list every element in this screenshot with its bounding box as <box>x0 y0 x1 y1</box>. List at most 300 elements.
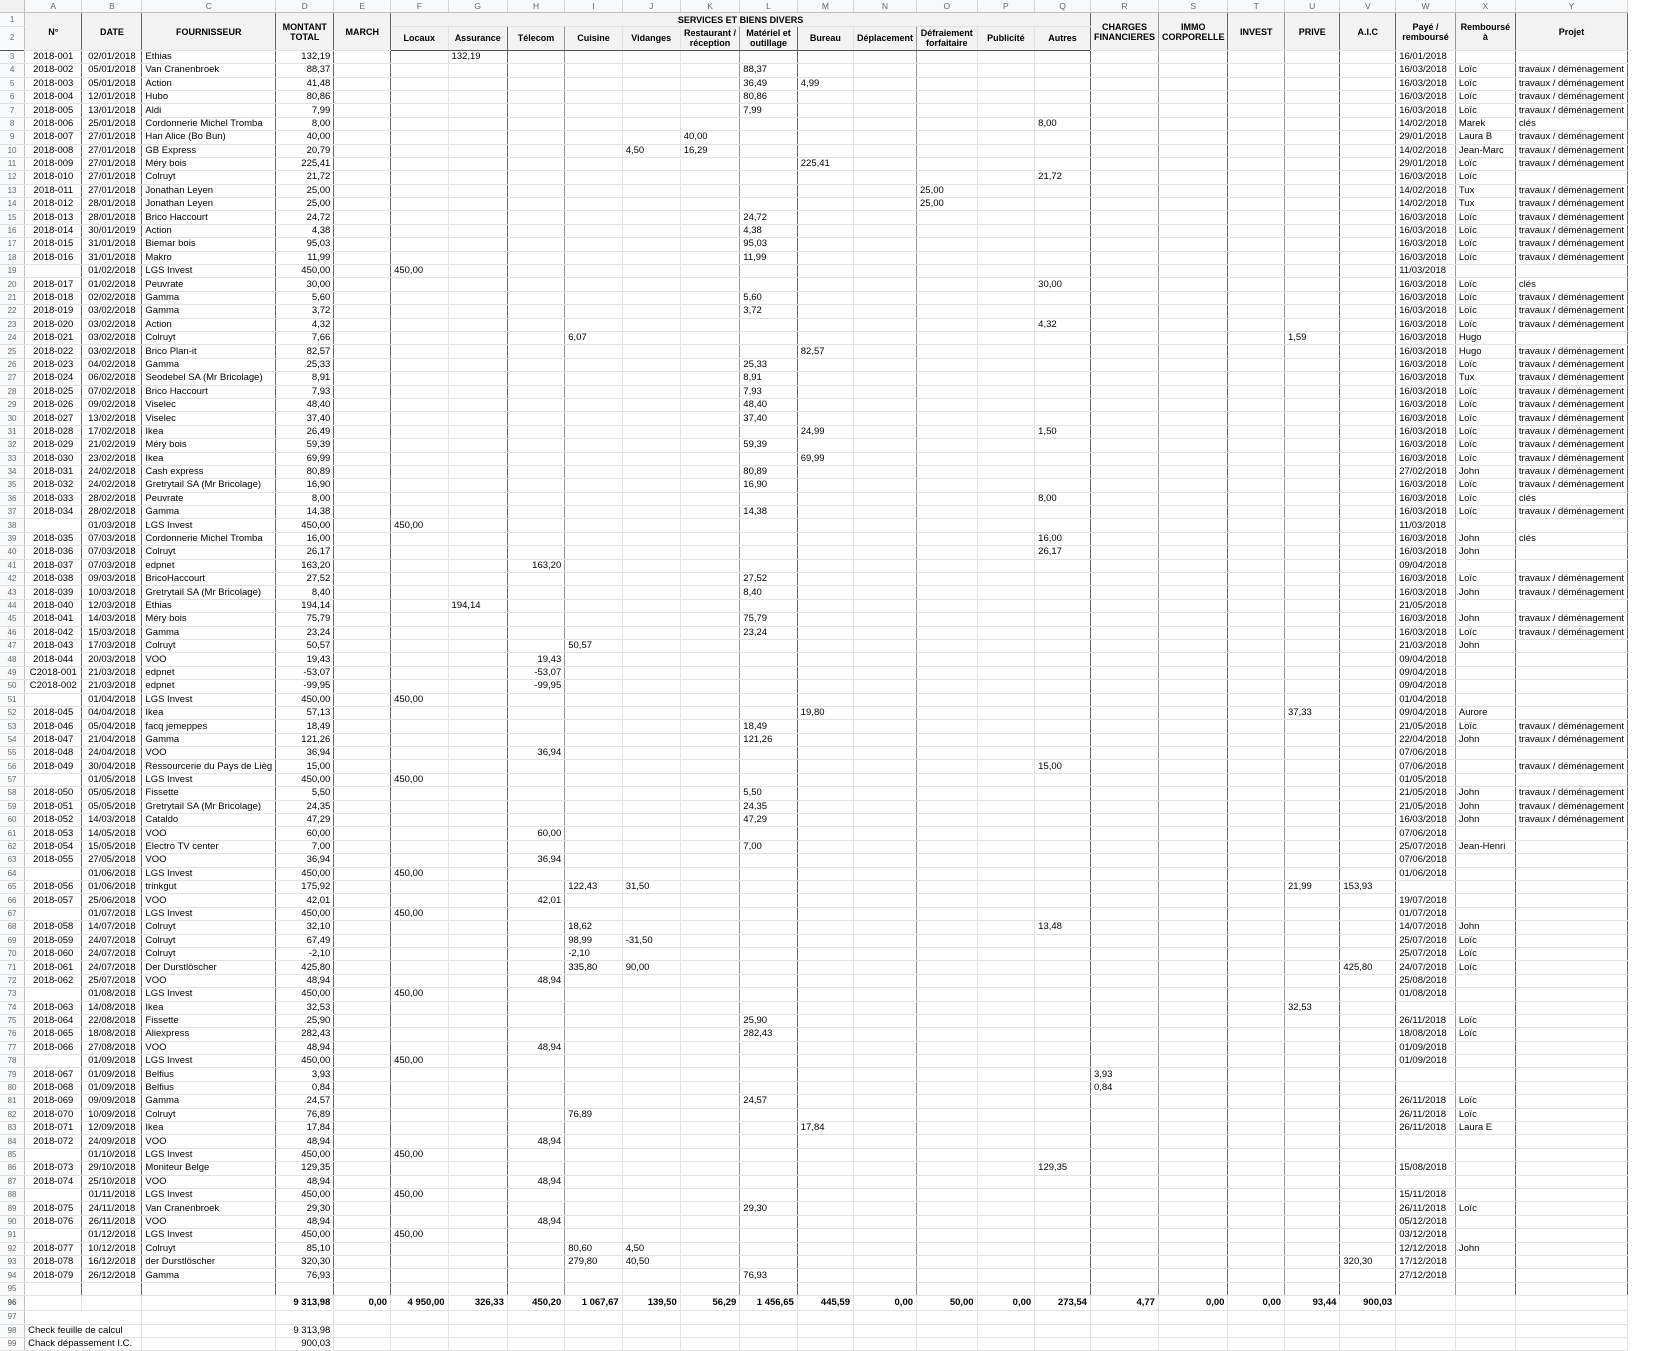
cell-i[interactable] <box>565 1001 622 1014</box>
cell-f[interactable] <box>391 1269 448 1282</box>
cell-y[interactable]: travaux / déménagement <box>1515 465 1627 478</box>
cell-t[interactable] <box>1228 1269 1285 1282</box>
row-header[interactable]: 66 <box>0 894 25 907</box>
cell-n[interactable] <box>853 1095 916 1108</box>
cell-i[interactable] <box>565 599 622 612</box>
cell-e[interactable] <box>334 760 391 773</box>
cell-y[interactable]: clés <box>1515 117 1627 130</box>
cell-u[interactable] <box>1285 305 1340 318</box>
cell-r[interactable] <box>1090 465 1158 478</box>
cell-d[interactable]: 82,57 <box>276 345 334 358</box>
cell-p[interactable] <box>977 479 1035 492</box>
cell-a[interactable]: 2018-032 <box>25 479 82 492</box>
cell-y[interactable] <box>1515 1311 1627 1324</box>
cell-q[interactable] <box>1035 559 1091 572</box>
cell-h[interactable] <box>507 465 564 478</box>
cell-n[interactable] <box>853 626 916 639</box>
cell-q[interactable] <box>1035 506 1091 519</box>
cell-c[interactable]: BricoHaccourt <box>142 573 276 586</box>
cell-a[interactable]: 2018-063 <box>25 1001 82 1014</box>
cell-x[interactable] <box>1455 1135 1515 1148</box>
cell-q[interactable] <box>1035 265 1091 278</box>
cell-b[interactable]: 01/05/2018 <box>82 773 142 786</box>
cell-s[interactable] <box>1158 1242 1228 1255</box>
cell-u[interactable] <box>1285 251 1340 264</box>
cell-r[interactable] <box>1090 961 1158 974</box>
cell-x[interactable]: Loïc <box>1455 318 1515 331</box>
cell-l[interactable] <box>740 961 797 974</box>
cell-f[interactable] <box>391 1135 448 1148</box>
cell-i[interactable] <box>565 1311 622 1324</box>
cell-n[interactable] <box>853 546 916 559</box>
cell-n[interactable] <box>853 1028 916 1041</box>
cell-s[interactable] <box>1158 733 1228 746</box>
cell-f[interactable] <box>391 760 448 773</box>
cell-q[interactable] <box>1035 358 1091 371</box>
cell-a[interactable]: 2018-077 <box>25 1242 82 1255</box>
cell-a[interactable]: 2018-048 <box>25 747 82 760</box>
cell-j[interactable] <box>622 787 680 800</box>
cell-l[interactable] <box>740 706 797 719</box>
cell-a[interactable]: 2018-047 <box>25 733 82 746</box>
cell-o[interactable] <box>917 720 978 733</box>
cell-c[interactable]: LGS Invest <box>142 519 276 532</box>
cell-f[interactable] <box>391 398 448 411</box>
cell-s[interactable] <box>1158 1269 1228 1282</box>
cell-j[interactable] <box>622 131 680 144</box>
cell-j[interactable] <box>622 331 680 344</box>
cell-n[interactable] <box>853 318 916 331</box>
cell-m[interactable] <box>797 398 853 411</box>
cell-s[interactable] <box>1158 947 1228 960</box>
cell-l[interactable]: 5,60 <box>740 291 797 304</box>
cell-l[interactable] <box>740 653 797 666</box>
cell-f[interactable] <box>391 639 448 652</box>
cell-m[interactable] <box>797 492 853 505</box>
cell-s[interactable] <box>1158 492 1228 505</box>
cell-t[interactable] <box>1228 1148 1285 1161</box>
cell-v[interactable] <box>1340 974 1396 987</box>
row-header[interactable]: 25 <box>0 345 25 358</box>
cell-e[interactable] <box>334 1108 391 1121</box>
cell-r[interactable] <box>1090 586 1158 599</box>
row-header[interactable]: 45 <box>0 613 25 626</box>
cell-f[interactable] <box>391 157 448 170</box>
cell-e[interactable] <box>334 613 391 626</box>
cell-t[interactable] <box>1228 492 1285 505</box>
cell-w[interactable]: 16/03/2018 <box>1396 573 1456 586</box>
cell-w[interactable] <box>1396 1311 1456 1324</box>
cell-i[interactable] <box>565 211 622 224</box>
cell-y[interactable] <box>1515 1337 1627 1350</box>
cell-i[interactable]: 6,07 <box>565 331 622 344</box>
cell-x[interactable]: Loïc <box>1455 425 1515 438</box>
cell-o[interactable] <box>917 1028 978 1041</box>
cell-e[interactable] <box>334 773 391 786</box>
cell-u[interactable] <box>1285 1269 1340 1282</box>
cell-f[interactable]: 450,00 <box>391 867 448 880</box>
cell-l[interactable] <box>740 278 797 291</box>
cell-n[interactable] <box>853 1188 916 1201</box>
cell-y[interactable]: travaux / déménagement <box>1515 385 1627 398</box>
cell-t[interactable] <box>1228 840 1285 853</box>
cell-f[interactable] <box>391 840 448 853</box>
cell-b[interactable]: 28/01/2018 <box>82 198 142 211</box>
cell-n[interactable] <box>853 680 916 693</box>
cell-h[interactable]: 19,43 <box>507 653 564 666</box>
row-header[interactable]: 94 <box>0 1269 25 1282</box>
cell-p[interactable] <box>977 733 1035 746</box>
cell-u[interactable] <box>1285 639 1340 652</box>
cell-a[interactable] <box>25 519 82 532</box>
cell-w[interactable]: 16/03/2018 <box>1396 532 1456 545</box>
row-header[interactable]: 46 <box>0 626 25 639</box>
cell-j[interactable] <box>622 345 680 358</box>
cell-h[interactable] <box>507 291 564 304</box>
cell-u[interactable] <box>1285 1324 1340 1337</box>
cell-i[interactable] <box>565 1081 622 1094</box>
cell-y[interactable] <box>1515 840 1627 853</box>
cell-q[interactable] <box>1035 1055 1091 1068</box>
cell-y[interactable] <box>1515 1028 1627 1041</box>
cell-s[interactable] <box>1158 1001 1228 1014</box>
row-header[interactable]: 18 <box>0 251 25 264</box>
cell-e[interactable] <box>334 1324 391 1337</box>
cell-o[interactable] <box>917 398 978 411</box>
cell-k[interactable] <box>680 1202 740 1215</box>
cell-h[interactable] <box>507 720 564 733</box>
cell-v[interactable] <box>1340 720 1396 733</box>
cell-u[interactable] <box>1285 1162 1340 1175</box>
cell-p[interactable] <box>977 1041 1035 1054</box>
cell-p[interactable] <box>977 532 1035 545</box>
cell-k[interactable] <box>680 653 740 666</box>
cell-n[interactable] <box>853 573 916 586</box>
cell-k[interactable] <box>680 626 740 639</box>
cell-i[interactable] <box>565 318 622 331</box>
cell-b[interactable]: 24/02/2018 <box>82 465 142 478</box>
cell-o[interactable] <box>917 64 978 77</box>
cell-w[interactable]: 16/03/2018 <box>1396 224 1456 237</box>
cell-h[interactable] <box>507 1202 564 1215</box>
cell-w[interactable] <box>1396 1068 1456 1081</box>
cell-a[interactable]: 2018-036 <box>25 546 82 559</box>
cell-l[interactable] <box>740 425 797 438</box>
cell-u[interactable] <box>1285 1055 1340 1068</box>
cell-v[interactable] <box>1340 613 1396 626</box>
cell-p[interactable] <box>977 506 1035 519</box>
cell-m[interactable] <box>797 720 853 733</box>
cell-c[interactable]: Belfius <box>142 1068 276 1081</box>
cell-h[interactable]: 48,94 <box>507 1041 564 1054</box>
cell-v[interactable] <box>1340 1001 1396 1014</box>
cell-r[interactable] <box>1090 198 1158 211</box>
cell-j[interactable] <box>622 117 680 130</box>
cell-y[interactable] <box>1515 974 1627 987</box>
cell-y[interactable]: travaux / déménagement <box>1515 573 1627 586</box>
cell-u[interactable] <box>1285 867 1340 880</box>
cell-m[interactable] <box>797 171 853 184</box>
cell-t[interactable] <box>1228 305 1285 318</box>
cell-x[interactable]: Jean-Henri <box>1455 840 1515 853</box>
cell-v[interactable] <box>1340 546 1396 559</box>
cell-x[interactable] <box>1455 50 1515 63</box>
cell-x[interactable] <box>1455 854 1515 867</box>
cell-x[interactable]: Jean-Marc <box>1455 144 1515 157</box>
cell-m[interactable] <box>797 1041 853 1054</box>
cell-b[interactable]: 14/07/2018 <box>82 921 142 934</box>
cell-h[interactable] <box>507 64 564 77</box>
total-a[interactable] <box>25 1296 82 1311</box>
row-header[interactable]: 31 <box>0 425 25 438</box>
column-header-j[interactable]: J <box>622 0 680 13</box>
cell-d[interactable]: 40,00 <box>276 131 334 144</box>
cell-w[interactable]: 16/03/2018 <box>1396 211 1456 224</box>
cell-v[interactable] <box>1340 1337 1396 1350</box>
cell-y[interactable] <box>1515 1242 1627 1255</box>
cell-g[interactable] <box>448 412 507 425</box>
cell-g[interactable] <box>448 64 507 77</box>
cell-q[interactable]: 16,00 <box>1035 532 1091 545</box>
cell-r[interactable] <box>1090 733 1158 746</box>
cell-n[interactable] <box>853 1175 916 1188</box>
cell-s[interactable] <box>1158 546 1228 559</box>
cell-v[interactable] <box>1340 1215 1396 1228</box>
row-header[interactable]: 41 <box>0 559 25 572</box>
cell-c[interactable]: Makro <box>142 251 276 264</box>
cell-v[interactable] <box>1340 934 1396 947</box>
cell-f[interactable] <box>391 452 448 465</box>
cell-c[interactable]: Ressourcerie du Pays de Lièg <box>142 760 276 773</box>
cell-g[interactable] <box>448 1175 507 1188</box>
cell-p[interactable] <box>977 1255 1035 1268</box>
cell-n[interactable] <box>853 1242 916 1255</box>
cell-y[interactable] <box>1515 988 1627 1001</box>
cell-w[interactable]: 12/12/2018 <box>1396 1242 1456 1255</box>
cell-f[interactable] <box>391 599 448 612</box>
cell-y[interactable] <box>1515 773 1627 786</box>
cell-c[interactable]: Van Cranenbroek <box>142 1202 276 1215</box>
cell-v[interactable] <box>1340 479 1396 492</box>
cell-y[interactable] <box>1515 50 1627 63</box>
cell-d[interactable]: 23,24 <box>276 626 334 639</box>
cell-h[interactable] <box>507 532 564 545</box>
cell-x[interactable]: Tux <box>1455 198 1515 211</box>
cell-b[interactable]: 21/02/2019 <box>82 439 142 452</box>
row-header[interactable]: 22 <box>0 305 25 318</box>
cell-k[interactable] <box>680 318 740 331</box>
cell-i[interactable] <box>565 1324 622 1337</box>
cell-q[interactable] <box>1035 800 1091 813</box>
cell-h[interactable]: -99,95 <box>507 680 564 693</box>
row-header[interactable]: 40 <box>0 546 25 559</box>
cell-k[interactable] <box>680 747 740 760</box>
cell-h[interactable] <box>507 773 564 786</box>
cell-y[interactable]: clés <box>1515 492 1627 505</box>
cell-s[interactable] <box>1158 1028 1228 1041</box>
cell-q[interactable] <box>1035 184 1091 197</box>
cell-w[interactable] <box>1396 1324 1456 1337</box>
cell-c[interactable]: VOO <box>142 653 276 666</box>
cell-m[interactable] <box>797 372 853 385</box>
cell-t[interactable] <box>1228 1242 1285 1255</box>
cell-b[interactable]: 13/01/2018 <box>82 104 142 117</box>
cell-e[interactable] <box>334 345 391 358</box>
cell-e[interactable] <box>334 1242 391 1255</box>
cell-m[interactable] <box>797 1095 853 1108</box>
cell-q[interactable] <box>1035 77 1091 90</box>
cell-h[interactable] <box>507 117 564 130</box>
cell-p[interactable] <box>977 171 1035 184</box>
column-title-k[interactable]: Restaurant / réception <box>680 26 740 50</box>
cell-d[interactable]: 15,00 <box>276 760 334 773</box>
cell-e[interactable] <box>334 747 391 760</box>
cell-b[interactable]: 12/01/2018 <box>82 90 142 103</box>
cell-b[interactable]: 15/05/2018 <box>82 840 142 853</box>
cell-h[interactable] <box>507 1122 564 1135</box>
cell-t[interactable] <box>1228 1175 1285 1188</box>
cell-j[interactable] <box>622 827 680 840</box>
cell-s[interactable] <box>1158 773 1228 786</box>
cell-r[interactable] <box>1090 278 1158 291</box>
cell-r[interactable] <box>1090 157 1158 170</box>
cell-q[interactable]: 26,17 <box>1035 546 1091 559</box>
cell-q[interactable] <box>1035 238 1091 251</box>
column-header-e[interactable]: E <box>334 0 391 13</box>
cell-i[interactable] <box>565 265 622 278</box>
cell-g[interactable] <box>448 666 507 679</box>
cell-n[interactable] <box>853 1135 916 1148</box>
row-header[interactable]: 9 <box>0 131 25 144</box>
cell-o[interactable] <box>917 1311 978 1324</box>
cell-q[interactable] <box>1035 854 1091 867</box>
cell-u[interactable] <box>1285 1068 1340 1081</box>
column-header-d[interactable]: D <box>276 0 334 13</box>
cell-w[interactable]: 15/08/2018 <box>1396 1162 1456 1175</box>
cell-d[interactable]: 26,17 <box>276 546 334 559</box>
cell-a[interactable]: 2018-078 <box>25 1255 82 1268</box>
cell-b[interactable]: 01/11/2018 <box>82 1188 142 1201</box>
cell-n[interactable] <box>853 1068 916 1081</box>
cell-q[interactable] <box>1035 1014 1091 1027</box>
cell-v[interactable] <box>1340 747 1396 760</box>
cell-p[interactable] <box>977 1229 1035 1242</box>
cell-n[interactable] <box>853 559 916 572</box>
cell-y[interactable] <box>1515 747 1627 760</box>
cell-f[interactable] <box>391 1215 448 1228</box>
cell-l[interactable]: 37,40 <box>740 412 797 425</box>
cell-d[interactable]: 57,13 <box>276 706 334 719</box>
cell-q[interactable] <box>1035 974 1091 987</box>
cell-m[interactable] <box>797 827 853 840</box>
cell-v[interactable] <box>1340 1122 1396 1135</box>
cell-v[interactable] <box>1340 198 1396 211</box>
cell-v[interactable] <box>1340 1095 1396 1108</box>
cell-f[interactable] <box>391 613 448 626</box>
cell-f[interactable] <box>391 77 448 90</box>
cell-q[interactable] <box>1035 1028 1091 1041</box>
cell-o[interactable] <box>917 921 978 934</box>
cell-t[interactable] <box>1228 559 1285 572</box>
total-d[interactable]: 9 313,98 <box>276 1296 334 1311</box>
cell-d[interactable]: 85,10 <box>276 1242 334 1255</box>
cell-b[interactable]: 30/04/2018 <box>82 760 142 773</box>
cell-w[interactable]: 25/07/2018 <box>1396 934 1456 947</box>
cell-c[interactable]: Colruyt <box>142 947 276 960</box>
cell-p[interactable] <box>977 439 1035 452</box>
cell-s[interactable] <box>1158 961 1228 974</box>
cell-i[interactable] <box>565 1095 622 1108</box>
cell-o[interactable] <box>917 90 978 103</box>
cell-n[interactable] <box>853 1255 916 1268</box>
row-header[interactable]: 20 <box>0 278 25 291</box>
cell-e[interactable] <box>334 666 391 679</box>
cell-p[interactable] <box>977 519 1035 532</box>
cell-q[interactable] <box>1035 519 1091 532</box>
cell-w[interactable]: 05/12/2018 <box>1396 1215 1456 1228</box>
cell-f[interactable]: 450,00 <box>391 988 448 1001</box>
cell-k[interactable] <box>680 666 740 679</box>
check-value[interactable] <box>276 1311 334 1324</box>
cell-i[interactable] <box>565 305 622 318</box>
cell-c[interactable]: LGS Invest <box>142 693 276 706</box>
cell-y[interactable]: travaux / déménagement <box>1515 358 1627 371</box>
cell-r[interactable] <box>1090 827 1158 840</box>
cell-o[interactable] <box>917 599 978 612</box>
cell-p[interactable] <box>977 840 1035 853</box>
cell-n[interactable] <box>853 224 916 237</box>
cell-b[interactable]: 01/09/2018 <box>82 1068 142 1081</box>
cell-w[interactable]: 27/12/2018 <box>1396 1269 1456 1282</box>
cell-d[interactable]: 29,30 <box>276 1202 334 1215</box>
cell-r[interactable] <box>1090 492 1158 505</box>
cell-i[interactable] <box>565 559 622 572</box>
cell-r[interactable] <box>1090 358 1158 371</box>
cell-f[interactable]: 450,00 <box>391 907 448 920</box>
cell-t[interactable] <box>1228 827 1285 840</box>
cell-r[interactable] <box>1090 639 1158 652</box>
cell-v[interactable] <box>1340 224 1396 237</box>
cell-a[interactable]: 2018-023 <box>25 358 82 371</box>
cell-o[interactable] <box>917 265 978 278</box>
cell-k[interactable]: 16,29 <box>680 144 740 157</box>
cell-l[interactable] <box>740 452 797 465</box>
cell-w[interactable]: 14/02/2018 <box>1396 198 1456 211</box>
column-header-c[interactable]: C <box>142 0 276 13</box>
cell-v[interactable] <box>1340 398 1396 411</box>
cell-h[interactable] <box>507 840 564 853</box>
cell-x[interactable]: Loïc <box>1455 90 1515 103</box>
cell-u[interactable] <box>1285 1202 1340 1215</box>
cell-s[interactable] <box>1158 1041 1228 1054</box>
cell-u[interactable] <box>1285 117 1340 130</box>
cell-i[interactable]: -2,10 <box>565 947 622 960</box>
cell-a[interactable] <box>25 1282 82 1295</box>
cell-e[interactable] <box>334 706 391 719</box>
cell-l[interactable] <box>740 131 797 144</box>
cell-p[interactable] <box>977 412 1035 425</box>
cell-j[interactable] <box>622 1028 680 1041</box>
cell-g[interactable] <box>448 653 507 666</box>
cell-h[interactable] <box>507 1028 564 1041</box>
cell-n[interactable] <box>853 653 916 666</box>
cell-n[interactable] <box>853 1041 916 1054</box>
cell-d[interactable]: 8,00 <box>276 117 334 130</box>
row-header[interactable]: 73 <box>0 988 25 1001</box>
cell-l[interactable] <box>740 171 797 184</box>
cell-f[interactable] <box>391 50 448 63</box>
column-header-h[interactable]: H <box>507 0 564 13</box>
